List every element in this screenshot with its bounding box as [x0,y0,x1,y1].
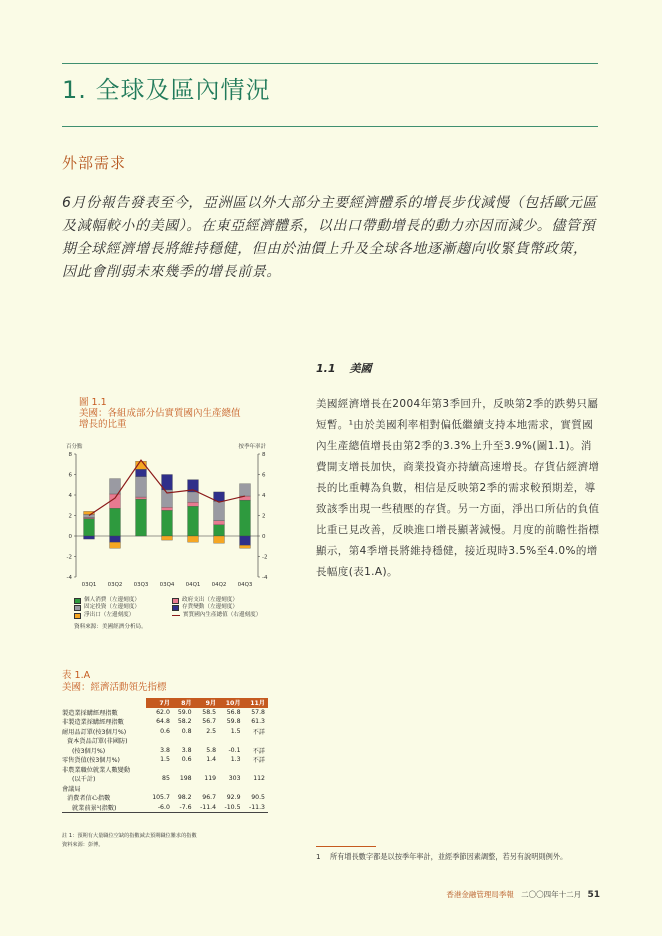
row-label: 消費者信心指數 [67,795,111,803]
table-cell [173,736,195,746]
table-header-cell: 9月 [195,698,219,708]
bar-segment [84,536,95,539]
category-label: 03Q3 [133,582,149,588]
table-cell [219,784,243,794]
chapter-title: 1. 全球及區內情況 [62,76,271,104]
table-header-cell [62,698,146,708]
table-row [62,765,268,775]
publication-date: 二〇〇四年十二月 [521,890,582,899]
right-tick-label: 0 [262,534,266,540]
table-cell [195,784,219,794]
right-tick-label: -4 [262,575,268,581]
chart-legend [74,597,270,619]
bar-segment [162,507,173,510]
subsection-heading [316,360,372,376]
table-cell: 61.3 [251,718,265,726]
row-label: 製造業採購經理指數 [62,709,118,717]
left-tick-label: 0 [68,534,72,540]
table-cell [195,736,219,746]
bar-segment [214,501,225,520]
table-cell: 58.2 [177,718,192,726]
page-footer [446,889,600,900]
table-cell: 198 [179,775,192,783]
left-tick-label: 4 [68,493,72,499]
bar-segment [136,477,147,498]
footnote-rule [316,846,376,847]
right-tick-label: 8 [262,452,266,458]
table-cell [219,736,243,746]
table-cell: 92.9 [226,794,241,802]
row-label: (以千計) [72,776,96,784]
section-title: 外部需求 [62,154,127,172]
table-cell: 5.8 [206,746,217,754]
table-caption [62,670,167,694]
table-header-cell: 7月 [146,698,173,708]
bar-segment [110,542,121,548]
bar-segment [162,536,173,540]
table-cell [195,765,219,775]
table-title: 美國：經濟活動領先指標 [62,682,167,693]
bar-segment [240,500,251,536]
legend-item: 存貨變動（左邊刻度） [172,604,270,611]
row-label: 資本貨品訂單(非國防) [67,738,128,746]
bar-segment [214,536,225,543]
table-row [62,755,268,765]
left-axis-label: 百分點 [66,444,83,450]
table-cell: 98.2 [177,794,192,802]
category-label: 03Q2 [107,582,123,588]
left-tick-label: -4 [66,575,72,581]
bar-segment [188,492,199,502]
table-cell: -11.4 [195,803,219,813]
table-cell: 1.3 [230,756,241,764]
right-tick-label: -2 [262,554,268,561]
table-row [62,746,268,756]
table-cell: 112 [253,775,265,783]
table-cell: 3.8 [181,746,192,754]
bar-segment [240,545,251,548]
legend-item: 政府支出（左邊刻度） [172,597,270,604]
category-label: 04Q1 [185,582,201,588]
bar-segment [84,519,95,536]
table-cell: -10.5 [219,803,243,813]
bar-segment [214,525,225,536]
category-label: 03Q4 [159,582,175,588]
table-cell: 119 [204,775,217,783]
left-tick-label: -2 [66,554,72,561]
figure-caption [79,397,241,430]
body-paragraph: 美國經濟增長在2004年第3季回升，反映第2季的跌勢只屬短暫。¹由於美國利率相對偏低繼續支持本地需求，實質國內生產總值增長由第2季的3.3%上升至3.9%(圖1.1)。消費開支增長加快，商業投資亦持續高速增長。存貨佔經濟增長的比重轉為負數，相信是反映第2季的需求較預期差，導致該季出現一些積壓的存貨。另一方面，淨出口所佔的負值比重已見改善，反映進口增長顯著減慢。月度的前瞻性指標顯示，第4季增長將維持穩健，接近現時3.5%至4.0%的增長幅度(表1.A)。 [316,398,600,578]
bar-segment [162,510,173,536]
bar-segment [136,499,147,536]
table-cell [146,765,173,775]
table-cell: -7.6 [173,803,195,813]
table-header-cell: 11月 [244,698,268,708]
bar-segment [240,484,251,496]
left-tick-label: 8 [68,452,72,458]
category-label: 03Q1 [81,582,97,588]
table-cell: 不詳 [252,747,265,755]
table-cell [146,784,173,794]
publication-name: 香港金融管理局季報 [446,890,514,899]
table-cell: 58.5 [202,708,217,716]
left-tick-label: 2 [68,513,72,520]
table-cell: 0.6 [181,756,192,764]
row-label: 就業前景¹(指數) [62,803,146,813]
top-rule [62,63,598,64]
row-label: 耐用品訂單(按3個月%) [62,728,127,736]
bar-segment [214,521,225,525]
table-notes [62,832,197,850]
table-cell: 57.8 [251,708,265,716]
table-cell: -0.1 [228,746,241,754]
table-cell: 1.4 [206,756,217,764]
table-cell: -6.0 [146,803,173,813]
right-tick-label: 2 [262,513,266,520]
right-tick-label: 4 [262,493,266,499]
figure-title-line2: 增長的比重 [79,419,127,430]
row-label: 會議局 [62,785,81,793]
table-cell: 56.8 [226,708,241,716]
table-cell [244,736,268,746]
row-label: 非製造業採購經理指數 [62,719,124,727]
table-cell: 1.5 [160,756,170,764]
table-header-cell: 10月 [219,698,243,708]
footnote-text: 所有增長數字都是以按季年率計，並經季節因素調整，若另有說明則例外。 [330,852,568,861]
table-cell: 0.8 [181,727,192,735]
table-cell: 不詳 [252,757,265,765]
legend-item: 固定投資（左邊刻度） [74,604,172,611]
intro-paragraph: 6月份報告發表至今，亞洲區以外大部分主要經濟體系的增長步伐減慢（包括歐元區及減幅較小的美國）。在東亞經濟體系，以出口帶動增長的動力亦因而減少。儘管預期全球經濟增長將維持穩健，但由於油價上升及全球各地逐漸趨向收緊貨幣政策，因此會削弱未來幾季的增長前景。 [62,195,598,280]
indicator-table [62,698,268,813]
legend-item: 個人消費（左邊刻度） [74,597,172,604]
table-cell [173,765,195,775]
table-number: 表 1.A [62,670,91,681]
bar-segment [110,536,121,542]
subsection-title: 美國 [349,362,372,375]
table-row [62,727,268,737]
bar-segment [84,518,95,519]
bar-segment [136,469,147,476]
table-cell: 303 [228,775,241,783]
table-cell: 2.5 [206,727,217,735]
gdp-contribution-chart [62,438,272,598]
right-tick-label: 6 [262,472,266,479]
left-tick-label: 6 [68,472,72,479]
footnote-marker: 1 [316,852,321,861]
table-row [62,774,268,784]
right-axis-label: 按季年率計 [238,444,266,450]
subsection-number: 1.1 [316,362,336,375]
table-cell [219,765,243,775]
category-label: 04Q2 [211,582,227,588]
table-cell: 3.8 [160,746,170,754]
table-row [62,736,268,746]
figure-number: 圖 1.1 [79,397,107,408]
table-row [62,803,268,813]
table-row [62,717,268,727]
table-cell: 64.8 [156,718,170,726]
footnote [316,852,567,862]
page-number: 51 [587,890,600,900]
table-cell: 96.7 [202,794,217,802]
table-cell [244,784,268,794]
table-cell: 90.5 [251,794,265,802]
table-cell: 62.0 [156,708,170,716]
bar-segment [188,536,199,542]
row-label: (按3個月%) [72,747,106,755]
bar-segment [136,497,147,499]
table-cell: 0.6 [160,727,170,735]
table-cell [244,765,268,775]
row-label: 非農業職位就業人數變動 [62,766,131,774]
table-cell: 59.0 [177,708,192,716]
bar-segment [188,506,199,536]
row-label: 零售貨值(按3個月%) [62,757,120,765]
table-cell [146,736,173,746]
table-source: 資料來源：彭博。 [62,842,104,848]
bar-segment [110,508,121,536]
category-label: 04Q3 [237,582,253,588]
legend-item: 淨出口（左邊刻度） [74,612,172,619]
legend-item: 實質國內生產總值（右邊刻度） [172,612,270,619]
table-cell: 105.7 [152,794,170,802]
title-rule [62,126,598,127]
table-header-cell: 8月 [173,698,195,708]
table-cell: 不詳 [252,728,265,736]
table-cell: 1.5 [230,727,241,735]
bar-segment [240,536,251,545]
table-cell: 59.8 [226,718,241,726]
table-row [62,708,268,718]
figure-title-line1: 美國：各組成部分佔實質國內生產總值 [79,408,241,419]
table-cell: 56.7 [202,718,217,726]
figure-source: 資料來源：美國經濟分析局。 [74,624,147,630]
table-cell: -11.3 [244,803,268,813]
bar-segment [188,502,199,506]
table-row [62,784,268,794]
table-row [62,793,268,803]
table-cell: 85 [162,775,170,783]
table-note: 註 1：預期有大量職位空缺的指數減去預期職位難求的指數 [62,833,197,839]
table-cell [173,784,195,794]
